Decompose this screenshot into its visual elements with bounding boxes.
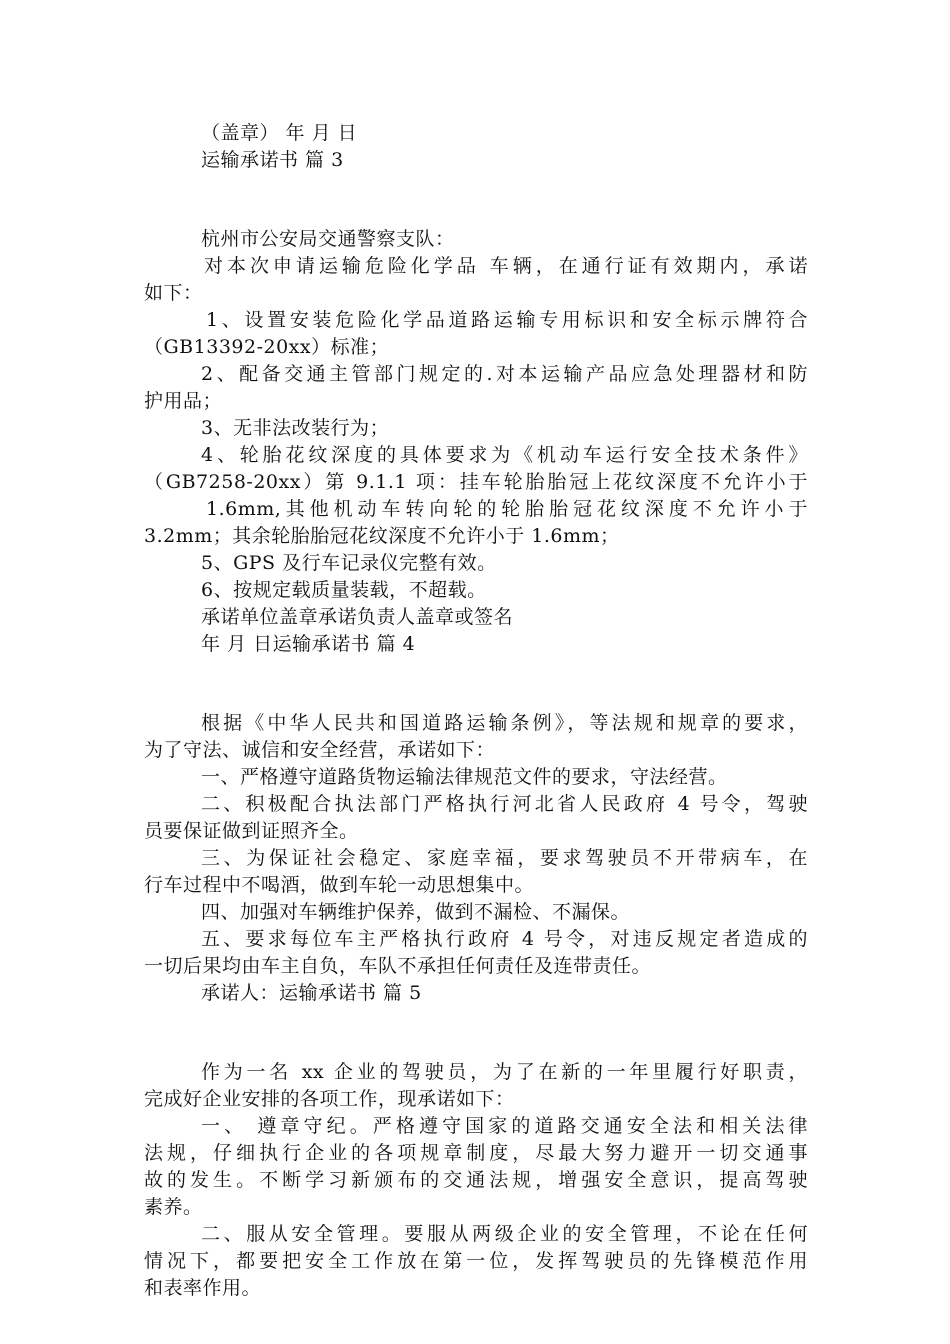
paragraph-line: 根据《中华人民共和国道路运输条例》，等法规和规章的要求， <box>201 712 808 734</box>
paragraph-line: 作为一名 xx 企业的驾驶员，为了在新的一年里履行好职责， <box>201 1061 808 1083</box>
paragraph-line: 二、服从安全管理。要服从两级企业的安全管理，不论在任何 <box>201 1223 808 1245</box>
paragraph-line: 和表率作用。 <box>144 1277 262 1299</box>
paragraph-line: 4、轮胎花纹深度的具体要求为《机动车运行安全技术条件》 <box>201 444 808 466</box>
paragraph-line: 完成好企业安排的各项工作，现承诺如下： <box>144 1088 515 1110</box>
paragraph-line: （GB7258-20xx）第 9.1.1 项：挂车轮胎胎冠上花纹深度不允许小于 <box>144 471 808 493</box>
stamp-date-line: （盖章） 年 月 日 <box>201 122 358 144</box>
signature-line: 承诺单位盖章承诺负责人盖章或签名 <box>201 606 514 628</box>
paragraph-line: 一、 遵章守纪。严格遵守国家的道路交通安全法和相关法律 <box>201 1115 808 1137</box>
paragraph-line: （GB13392-20xx）标准； <box>144 336 390 358</box>
paragraph-line: 一、严格遵守道路货物运输法律规范文件的要求，守法经营。 <box>201 766 728 788</box>
paragraph-line: 行车过程中不喝酒，做到车轮一动思想集中。 <box>144 874 535 896</box>
paragraph-line: 1、设置安装危险化学品道路运输专用标识和安全标示牌符合 <box>206 309 808 331</box>
section-heading-5: 承诺人：运输承诺书 篇 5 <box>201 982 422 1004</box>
paragraph-line: 情况下，都要把安全工作放在第一位，发挥驾驶员的先锋模范作用 <box>144 1250 808 1272</box>
paragraph-line: 故的发生。不断学习新颁布的交通法规，增强安全意识，提高驾驶 <box>144 1169 808 1191</box>
paragraph-line: 为了守法、诚信和安全经营，承诺如下： <box>144 739 496 761</box>
paragraph-line: 三、为保证社会稳定、家庭幸福，要求驾驶员不开带病车，在 <box>201 847 808 869</box>
paragraph-line: 一切后果均由车主自负，车队不承担任何责任及连带责任。 <box>144 955 652 977</box>
paragraph-line: 3、无非法改装行为； <box>201 417 390 439</box>
paragraph-line: 5、GPS 及行车记录仪完整有效。 <box>201 552 497 574</box>
section-heading-3: 运输承诺书 篇 3 <box>201 149 344 171</box>
paragraph-line: 四、加强对车辆维护保养，做到不漏检、不漏保。 <box>201 901 631 923</box>
paragraph-line: 法规，仔细执行企业的各项规章制度，尽最大努力避开一切交通事 <box>144 1142 808 1164</box>
paragraph-line: 护用品； <box>144 390 223 412</box>
paragraph-line: 6、按规定载质量装载，不超载。 <box>201 579 487 601</box>
paragraph-line: 二、积极配合执法部门严格执行河北省人民政府 4 号令，驾驶 <box>201 793 808 815</box>
document-body <box>144 120 808 1302</box>
section-heading-4: 年 月 日运输承诺书 篇 4 <box>201 633 416 655</box>
paragraph-line: 五、要求每位车主严格执行政府 4 号令，对违反规定者造成的 <box>201 928 808 950</box>
paragraph-line: 素养。 <box>144 1196 203 1218</box>
paragraph-line: 1.6mm,其他机动车转向轮的轮胎胎冠花纹深度不允许小于 <box>206 498 808 520</box>
addressee: 杭州市公安局交通警察支队： <box>201 228 455 250</box>
paragraph-line: 员要保证做到证照齐全。 <box>144 820 359 842</box>
paragraph-line: 3.2mm；其余轮胎胎冠花纹深度不允许小于 1.6mm； <box>144 525 620 547</box>
paragraph-line: 如下： <box>144 282 203 304</box>
paragraph-line: 对本次申请运输危险化学品 车辆，在通行证有效期内，承诺 <box>204 255 808 277</box>
paragraph-line: 2、配备交通主管部门规定的.对本运输产品应急处理器材和防 <box>201 363 808 385</box>
